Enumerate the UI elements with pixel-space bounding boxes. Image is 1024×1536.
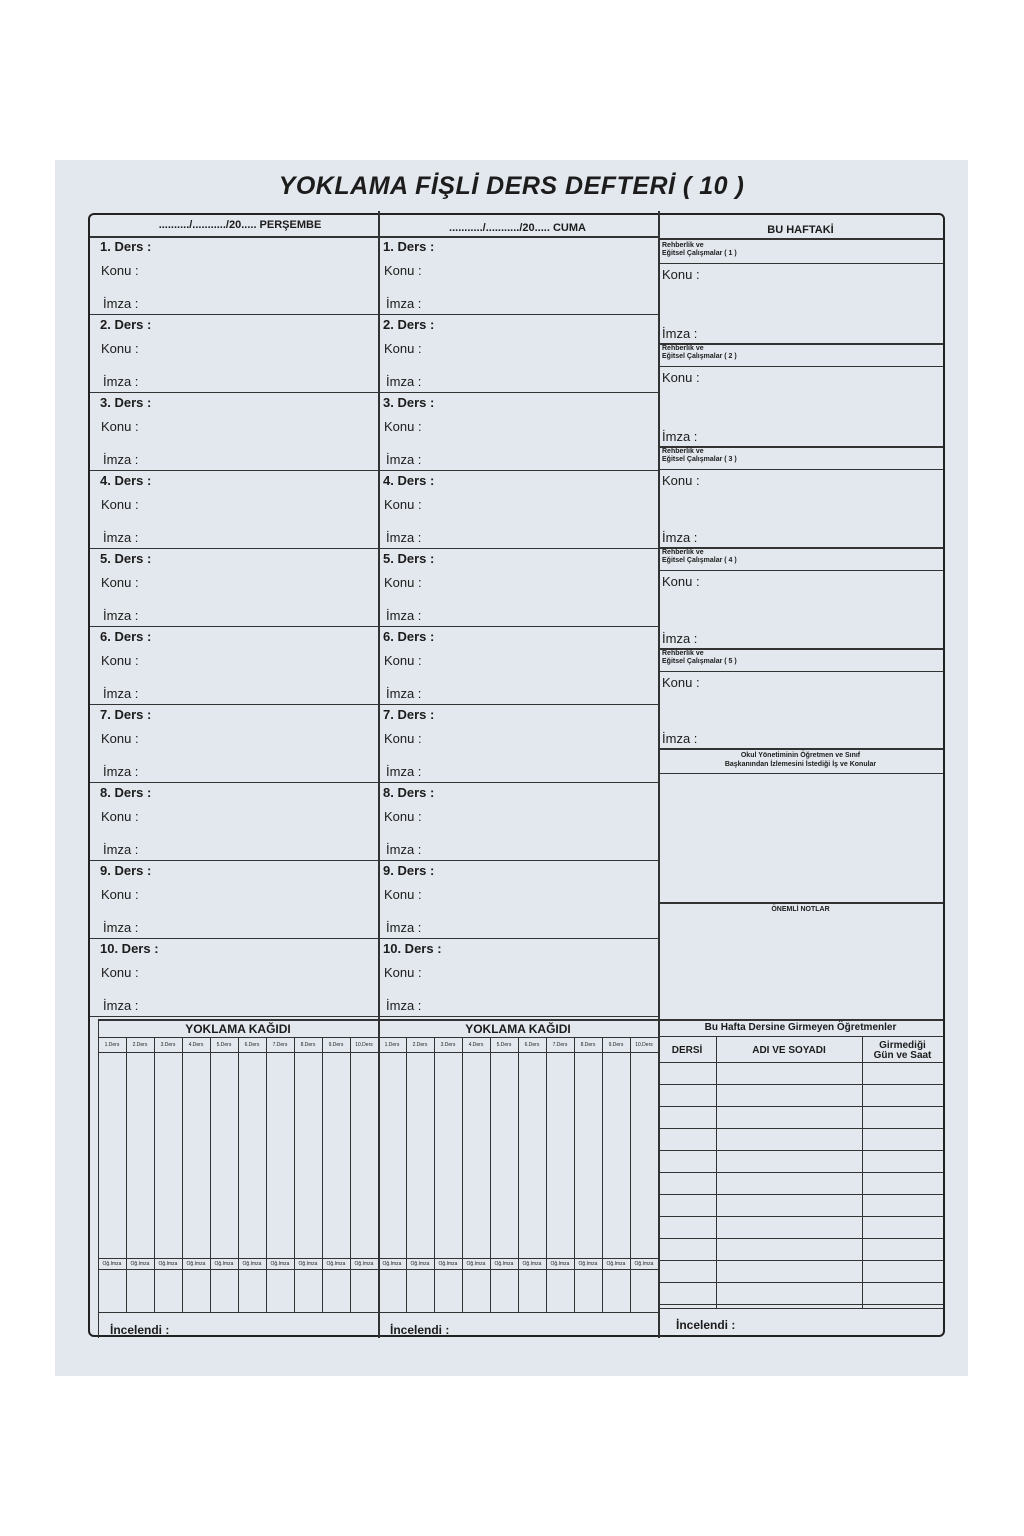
- attendance-column-1-2: 2.Ders: [132, 1042, 148, 1048]
- absent-teachers-title: Bu Hafta Dersine Girmeyen Öğretmenler: [704, 1022, 897, 1033]
- rehberlik-header-line: [658, 671, 943, 672]
- attendance-column-2-9: 9.Ders: [608, 1042, 624, 1048]
- attendance-column-line: [630, 1037, 631, 1312]
- attendance-sign-1-5: Öğ.İmza: [214, 1261, 234, 1267]
- lesson-topic-friday-7[interactable]: Konu :: [384, 731, 422, 746]
- attendance-title-2: YOKLAMA KAĞIDI: [465, 1022, 571, 1036]
- lesson-title-thursday-2: 2. Ders :: [100, 317, 152, 332]
- attendance-incelendi-2[interactable]: İncelendi :: [390, 1323, 450, 1337]
- attendance-column-1-10: 10.Ders: [355, 1042, 373, 1048]
- absent-header-line: [658, 1062, 943, 1063]
- attendance-sign-2-1: Öğ.İmza: [382, 1261, 402, 1267]
- lesson-title-thursday-9: 9. Ders :: [100, 863, 152, 878]
- lesson-row-divider: [90, 1016, 658, 1017]
- absent-row-line: [658, 1260, 943, 1261]
- attendance-column-1-3: 3.Ders: [160, 1042, 176, 1048]
- lesson-row-divider: [90, 704, 658, 705]
- attendance-title-1: YOKLAMA KAĞIDI: [185, 1022, 291, 1036]
- attendance-sign-1-9: Öğ.İmza: [326, 1261, 346, 1267]
- lesson-title-friday-3: 3. Ders :: [383, 395, 435, 410]
- attendance-column-line: [462, 1037, 463, 1312]
- attendance-column-1-5: 5.Ders: [216, 1042, 232, 1048]
- attendance-column-line: [518, 1037, 519, 1312]
- lesson-title-friday-5: 5. Ders :: [383, 551, 435, 566]
- attendance-column-2-7: 7.Ders: [552, 1042, 568, 1048]
- attendance-left-border: [98, 1019, 99, 1338]
- rehberlik-section-divider: [658, 748, 943, 750]
- absent-bottom-line: [658, 1308, 943, 1309]
- rehberlik-label-1-line2: Eğitsel Çalışmalar ( 1 ): [662, 250, 737, 257]
- lesson-topic-friday-9[interactable]: Konu :: [384, 887, 422, 902]
- lesson-title-thursday-1: 1. Ders :: [100, 239, 152, 254]
- absent-row-line: [658, 1084, 943, 1085]
- onemli-notlar-divider: [658, 902, 943, 904]
- attendance-column-1-8: 8.Ders: [300, 1042, 316, 1048]
- rehberlik-header-line: [658, 570, 943, 571]
- lesson-row-divider: [90, 860, 658, 861]
- absent-row-line: [658, 1304, 943, 1305]
- lesson-title-friday-4: 4. Ders :: [383, 473, 435, 488]
- okul-yonetimi-label-line2: Başkanından İzlemesini İstediği İş ve Konular: [724, 761, 877, 768]
- lesson-signature-friday-7[interactable]: İmza :: [386, 764, 422, 779]
- lesson-signature-friday-5[interactable]: İmza :: [386, 608, 422, 623]
- lesson-title-friday-8: 8. Ders :: [383, 785, 435, 800]
- lesson-title-thursday-7: 7. Ders :: [100, 707, 152, 722]
- rehberlik-label-1: Rehberlik ve: [662, 242, 704, 249]
- day-header-thursday: ........../.........../20..... PERŞEMBE: [158, 219, 322, 231]
- panel-header-divider: [658, 238, 943, 240]
- lesson-signature-thursday-4[interactable]: İmza :: [103, 530, 139, 545]
- attendance-sign-2-2: Öğ.İmza: [410, 1261, 430, 1267]
- form-frame: [88, 213, 945, 1337]
- attendance-column-line: [154, 1037, 155, 1312]
- lesson-row-divider: [90, 548, 658, 549]
- attendance-column-line: [546, 1037, 547, 1312]
- lesson-row-divider: [90, 470, 658, 471]
- lesson-signature-friday-3[interactable]: İmza :: [386, 452, 422, 467]
- attendance-sign-2-8: Öğ.İmza: [578, 1261, 598, 1267]
- attendance-column-line: [210, 1037, 211, 1312]
- rehberlik-header-line: [658, 469, 943, 470]
- attendance-sign-1-1: Öğ.İmza: [102, 1261, 122, 1267]
- rehberlik-label-4-line2: Eğitsel Çalışmalar ( 4 ): [662, 557, 737, 564]
- lesson-title-thursday-8: 8. Ders :: [100, 785, 152, 800]
- attendance-column-1-9: 9.Ders: [328, 1042, 344, 1048]
- rehberlik-topic-2[interactable]: Konu :: [662, 370, 700, 385]
- lesson-topic-friday-8[interactable]: Konu :: [384, 809, 422, 824]
- attendance-column-1-4: 4.Ders: [188, 1042, 204, 1048]
- attendance-incelendi-1[interactable]: İncelendi :: [110, 1323, 170, 1337]
- rehberlik-signature-5[interactable]: İmza :: [662, 731, 698, 746]
- rehberlik-signature-2[interactable]: İmza :: [662, 429, 698, 444]
- attendance-column-line: [322, 1037, 323, 1312]
- lesson-topic-thursday-7[interactable]: Konu :: [101, 731, 139, 746]
- attendance-sign-1-7: Öğ.İmza: [270, 1261, 290, 1267]
- rehberlik-topic-3[interactable]: Konu :: [662, 473, 700, 488]
- attendance-column-line: [574, 1037, 575, 1312]
- absent-incelendi[interactable]: İncelendi :: [676, 1318, 736, 1332]
- lesson-title-friday-2: 2. Ders :: [383, 317, 435, 332]
- attendance-sign-2-4: Öğ.İmza: [466, 1261, 486, 1267]
- attendance-column-line: [434, 1037, 435, 1312]
- attendance-sign-2-6: Öğ.İmza: [522, 1261, 542, 1267]
- rehberlik-label-3-line2: Eğitsel Çalışmalar ( 3 ): [662, 456, 737, 463]
- attendance-column-2-4: 4.Ders: [468, 1042, 484, 1048]
- lesson-signature-friday-6[interactable]: İmza :: [386, 686, 422, 701]
- rehberlik-signature-3[interactable]: İmza :: [662, 530, 698, 545]
- attendance-column-2-5: 5.Ders: [496, 1042, 512, 1048]
- lesson-topic-friday-4[interactable]: Konu :: [384, 497, 422, 512]
- lesson-topic-friday-2[interactable]: Konu :: [384, 341, 422, 356]
- lesson-topic-friday-5[interactable]: Konu :: [384, 575, 422, 590]
- attendance-column-line: [238, 1037, 239, 1312]
- okul-yonetimi-divider: [658, 773, 943, 774]
- column-girmedigi-line2: Gün ve Saat: [873, 1050, 932, 1061]
- absent-row-line: [658, 1194, 943, 1195]
- lesson-topic-thursday-5[interactable]: Konu :: [101, 575, 139, 590]
- lesson-signature-friday-9[interactable]: İmza :: [386, 920, 422, 935]
- lesson-signature-friday-1[interactable]: İmza :: [386, 296, 422, 311]
- attendance-sign-1-4: Öğ.İmza: [186, 1261, 206, 1267]
- attendance-header-line: [98, 1037, 658, 1038]
- lesson-topic-friday-3[interactable]: Konu :: [384, 419, 422, 434]
- attendance-column-2-6: 6.Ders: [524, 1042, 540, 1048]
- lesson-title-thursday-3: 3. Ders :: [100, 395, 152, 410]
- day-header-friday: .........../.........../20..... CUMA: [449, 222, 586, 234]
- lesson-title-thursday-4: 4. Ders :: [100, 473, 152, 488]
- lesson-topic-friday-1[interactable]: Konu :: [384, 263, 422, 278]
- rehberlik-topic-5[interactable]: Konu :: [662, 675, 700, 690]
- attendance-column-2-1: 1.Ders: [384, 1042, 400, 1048]
- attendance-sign-1-2: Öğ.İmza: [130, 1261, 150, 1267]
- attendance-column-line: [126, 1037, 127, 1312]
- attendance-column-line: [490, 1037, 491, 1312]
- attendance-column-line: [294, 1037, 295, 1312]
- weekly-panel-title: BU HAFTAKİ: [767, 224, 834, 236]
- attendance-sign-2-10: Öğ.İmza: [634, 1261, 654, 1267]
- attendance-column-1-6: 6.Ders: [244, 1042, 260, 1048]
- column-dersi: DERSİ: [671, 1045, 703, 1056]
- lesson-signature-thursday-3[interactable]: İmza :: [103, 452, 139, 467]
- lesson-topic-friday-6[interactable]: Konu :: [384, 653, 422, 668]
- lesson-signature-friday-10[interactable]: İmza :: [386, 998, 422, 1013]
- absent-row-line: [658, 1238, 943, 1239]
- attendance-sign-2-5: Öğ.İmza: [494, 1261, 514, 1267]
- rehberlik-topic-1[interactable]: Konu :: [662, 267, 700, 282]
- attendance-sign-1-3: Öğ.İmza: [158, 1261, 178, 1267]
- attendance-column-line: [406, 1037, 407, 1312]
- attendance-sign-2-7: Öğ.İmza: [550, 1261, 570, 1267]
- lesson-row-divider: [90, 938, 658, 939]
- lesson-signature-thursday-7[interactable]: İmza :: [103, 764, 139, 779]
- absent-title-divider: [658, 1036, 943, 1037]
- attendance-bottom-line: [98, 1312, 658, 1313]
- attendance-column-2-3: 3.Ders: [440, 1042, 456, 1048]
- attendance-sign-1-8: Öğ.İmza: [298, 1261, 318, 1267]
- attendance-sign-1-10: Öğ.İmza: [354, 1261, 374, 1267]
- absent-row-line: [658, 1150, 943, 1151]
- lesson-row-divider: [90, 314, 658, 315]
- lesson-title-thursday-5: 5. Ders :: [100, 551, 152, 566]
- rehberlik-signature-4[interactable]: İmza :: [662, 631, 698, 646]
- column-adi-soyadi: ADI VE SOYADI: [752, 1045, 826, 1056]
- absent-row-line: [658, 1128, 943, 1129]
- lesson-signature-thursday-8[interactable]: İmza :: [103, 842, 139, 857]
- attendance-sign-bottom: [98, 1269, 658, 1270]
- absent-row-line: [658, 1172, 943, 1173]
- rehberlik-label-4: Rehberlik ve: [662, 549, 704, 556]
- rehberlik-header-line: [658, 263, 943, 264]
- attendance-sign-top: [98, 1258, 658, 1259]
- rehberlik-label-3: Rehberlik ve: [662, 448, 704, 455]
- lesson-topic-thursday-3[interactable]: Konu :: [101, 419, 139, 434]
- lesson-title-friday-1: 1. Ders :: [383, 239, 435, 254]
- lesson-signature-thursday-6[interactable]: İmza :: [103, 686, 139, 701]
- rehberlik-topic-4[interactable]: Konu :: [662, 574, 700, 589]
- lesson-topic-thursday-2[interactable]: Konu :: [101, 341, 139, 356]
- okul-yonetimi-label: Okul Yönetiminin Öğretmen ve Sınıf: [740, 752, 861, 759]
- lesson-topic-thursday-4[interactable]: Konu :: [101, 497, 139, 512]
- rehberlik-signature-1[interactable]: İmza :: [662, 326, 698, 341]
- absent-row-line: [658, 1216, 943, 1217]
- rehberlik-header-line: [658, 366, 943, 367]
- column-divider: [378, 211, 380, 1338]
- attendance-column-2-2: 2.Ders: [412, 1042, 428, 1048]
- onemli-notlar-label: ÖNEMLİ NOTLAR: [771, 906, 830, 913]
- lesson-topic-thursday-6[interactable]: Konu :: [101, 653, 139, 668]
- attendance-top-line: [98, 1019, 943, 1021]
- attendance-column-line: [182, 1037, 183, 1312]
- column-divider: [658, 211, 660, 1338]
- lesson-topic-thursday-10[interactable]: Konu :: [101, 965, 139, 980]
- page-title: YOKLAMA FİŞLİ DERS DEFTERİ ( 10 ): [278, 172, 745, 200]
- lesson-signature-friday-2[interactable]: İmza :: [386, 374, 422, 389]
- rehberlik-label-5-line2: Eğitsel Çalışmalar ( 5 ): [662, 658, 737, 665]
- rehberlik-label-5: Rehberlik ve: [662, 650, 704, 657]
- attendance-column-1-1: 1.Ders: [104, 1042, 120, 1048]
- lesson-topic-thursday-9[interactable]: Konu :: [101, 887, 139, 902]
- attendance-column-2-10: 10.Ders: [635, 1042, 653, 1048]
- attendance-sign-2-3: Öğ.İmza: [438, 1261, 458, 1267]
- lesson-title-friday-7: 7. Ders :: [383, 707, 435, 722]
- lesson-topic-friday-10[interactable]: Konu :: [384, 965, 422, 980]
- attendance-sign-2-9: Öğ.İmza: [606, 1261, 626, 1267]
- lesson-signature-thursday-2[interactable]: İmza :: [103, 374, 139, 389]
- rehberlik-label-2-line2: Eğitsel Çalışmalar ( 2 ): [662, 353, 737, 360]
- lesson-row-divider: [90, 392, 658, 393]
- absent-row-line: [658, 1282, 943, 1283]
- lesson-row-divider: [90, 782, 658, 783]
- attendance-column-line: [350, 1037, 351, 1312]
- day-header-divider: [90, 236, 658, 238]
- column-girmedigi: Girmediği: [879, 1040, 926, 1051]
- lesson-signature-friday-4[interactable]: İmza :: [386, 530, 422, 545]
- attendance-column-line: [602, 1037, 603, 1312]
- lesson-signature-thursday-9[interactable]: İmza :: [103, 920, 139, 935]
- lesson-topic-thursday-1[interactable]: Konu :: [101, 263, 139, 278]
- attendance-column-1-7: 7.Ders: [272, 1042, 288, 1048]
- attendance-column-line: [266, 1037, 267, 1312]
- lesson-row-divider: [90, 626, 658, 627]
- lesson-signature-thursday-10[interactable]: İmza :: [103, 998, 139, 1013]
- attendance-sign-1-6: Öğ.İmza: [242, 1261, 262, 1267]
- lesson-title-friday-10: 10. Ders :: [383, 941, 442, 956]
- lesson-signature-friday-8[interactable]: İmza :: [386, 842, 422, 857]
- lesson-title-friday-6: 6. Ders :: [383, 629, 435, 644]
- attendance-column-2-8: 8.Ders: [580, 1042, 596, 1048]
- lesson-title-friday-9: 9. Ders :: [383, 863, 435, 878]
- lesson-signature-thursday-5[interactable]: İmza :: [103, 608, 139, 623]
- lesson-signature-thursday-1[interactable]: İmza :: [103, 296, 139, 311]
- lesson-title-thursday-10: 10. Ders :: [100, 941, 159, 956]
- lesson-topic-thursday-8[interactable]: Konu :: [101, 809, 139, 824]
- absent-row-line: [658, 1106, 943, 1107]
- rehberlik-label-2: Rehberlik ve: [662, 345, 704, 352]
- lesson-title-thursday-6: 6. Ders :: [100, 629, 152, 644]
- attendance-columns-line: [98, 1052, 658, 1053]
